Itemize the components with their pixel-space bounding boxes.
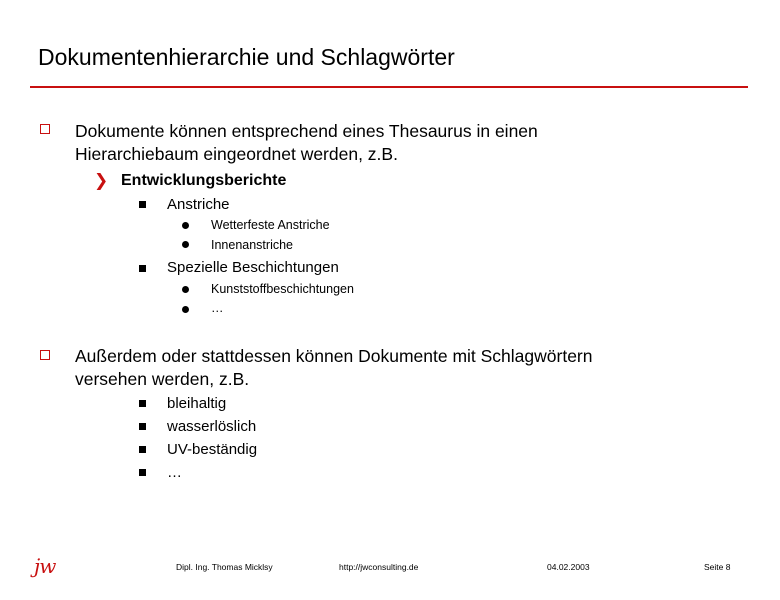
footer-date: 04.02.2003 bbox=[547, 562, 590, 572]
bullet-1-line-2: Hierarchiebaum eingeordnet werden, z.B. bbox=[75, 144, 398, 164]
sub-item-entwicklungsberichte: Entwicklungsberichte bbox=[121, 172, 287, 189]
bullet-2-line-1: Außerdem oder stattdessen können Dokumente mit Schlagwörtern bbox=[75, 346, 593, 366]
list-item: Innenanstriche bbox=[211, 238, 294, 252]
list-item: wasserlöslich bbox=[167, 418, 257, 435]
list-item: bleihaltig bbox=[167, 395, 227, 412]
title-divider bbox=[30, 86, 748, 88]
square-bullet-icon bbox=[139, 423, 146, 430]
square-bullet-icon bbox=[139, 265, 146, 272]
square-bullet-icon bbox=[139, 400, 146, 407]
dot-bullet-icon bbox=[182, 241, 189, 248]
red-box-bullet-icon bbox=[40, 350, 50, 360]
dot-bullet-icon bbox=[182, 286, 189, 293]
square-bullet-icon bbox=[139, 446, 146, 453]
group-spezielle-beschichtungen: Spezielle Beschichtungen bbox=[167, 259, 339, 276]
logo: jw bbox=[34, 554, 56, 578]
dot-bullet-icon bbox=[182, 306, 189, 313]
list-item: … bbox=[211, 301, 224, 315]
square-bullet-icon bbox=[139, 201, 146, 208]
footer-author: Dipl. Ing. Thomas Micklsy bbox=[176, 562, 273, 572]
bullet-1-line-1: Dokumente können entsprechend eines Thesaurus in einen bbox=[75, 121, 538, 141]
dot-bullet-icon bbox=[182, 222, 189, 229]
square-bullet-icon bbox=[139, 469, 146, 476]
list-item: Kunststoffbeschichtungen bbox=[211, 282, 354, 296]
footer-url: http://jwconsulting.de bbox=[339, 562, 419, 572]
red-arrow-bullet-icon: ❯ bbox=[94, 171, 109, 190]
red-box-bullet-icon bbox=[40, 124, 50, 134]
slide-title: Dokumentenhierarchie und Schlagwörter bbox=[38, 44, 455, 70]
footer-page-number: Seite 8 bbox=[704, 562, 731, 572]
list-item: UV-beständig bbox=[167, 441, 258, 458]
list-item: … bbox=[167, 464, 182, 481]
bullet-2-line-2: versehen werden, z.B. bbox=[75, 369, 250, 389]
group-anstriche: Anstriche bbox=[167, 196, 230, 213]
list-item: Wetterfeste Anstriche bbox=[211, 218, 330, 232]
